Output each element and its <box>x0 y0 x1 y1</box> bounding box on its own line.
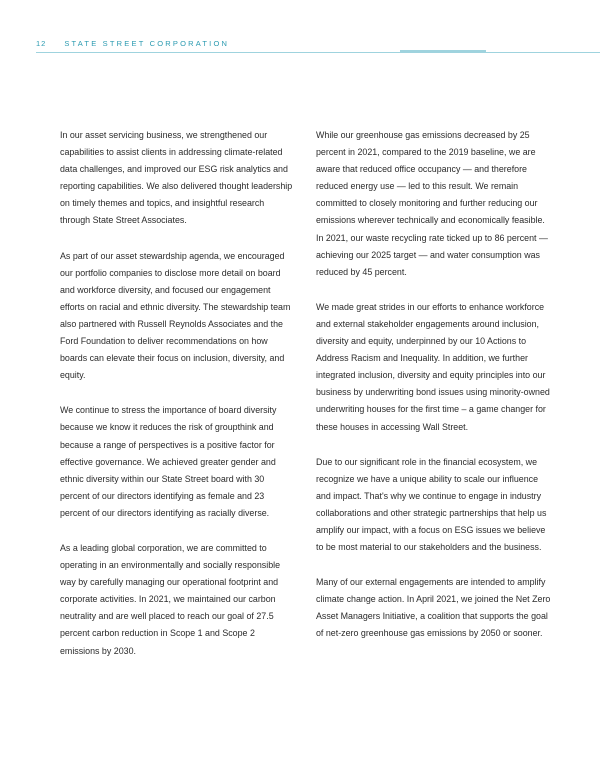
paragraph: We made great strides in our efforts to enhance workforce and external stakeholder engagements around inclusion, diversity and equity, underpinned by our 10 Actions to Address Racism and Inequality. In addition, we further integrated inclusion, diversity and equity principles into our business by underwriting bond issues using minority-owned underwriting houses for the first time – a game changer for these houses in accessing Wall Street. <box>316 301 550 432</box>
paragraph: Due to our significant role in the financial ecosystem, we recognize we have a unique ability to scale our influence and impact. That's why we continue to engage in industry collaborations and other strategic partnerships that help us amplify our impact, with a focus on ESG issues we believe to be most material to our stakeholders and the business. <box>316 456 547 553</box>
paragraph: As part of our asset stewardship agenda, we encouraged our portfolio companies to disclose more detail on board and workforce diversity, and focused our engagement efforts on racial and ethnic diversity. The stewardship team also partnered with Russell Reynolds Associates and the Ford Foundation to deliver recommendations on how boards can elevate their focus on inclusion, diversity, and equity. <box>60 250 291 381</box>
page-header <box>36 36 229 50</box>
paragraph: While our greenhouse gas emissions decreased by 25 percent in 2021, compared to the 2019 baseline, we are aware that reduced office occupancy — and therefore reduced energy use — led to this result. We remain committed to closely monitoring and further reducing our emissions wherever technically and economically feasible. In 2021, our waste recycling rate ticked up to 86 percent — achieving our 2025 target — and water consumption was reduced by 45 percent. <box>316 130 548 277</box>
left-column <box>60 127 296 678</box>
paragraph: Many of our external engagements are intended to amplify climate change action. In April 2021, we joined the Net Zero Asset Managers Initiative, a coalition that supports the goal of net-zero greenhouse gas emissions by 2050 or sooner. <box>316 577 551 639</box>
page-number: 12 <box>36 38 47 48</box>
header-rule <box>36 52 600 53</box>
header-rule-accent <box>400 50 486 52</box>
paragraph: As a leading global corporation, we are committed to operating in an environmentally and socially responsible way by carefully managing our operational footprint and corporate activities. In 2021, we maintained our carbon neutrality and are well placed to reach our goal of 27.5 percent carbon reduction in Scope 1 and Scope 2 emissions by 2030. <box>60 542 281 656</box>
company-name: STATE STREET CORPORATION <box>64 38 230 48</box>
paragraph: In our asset servicing business, we strengthened our capabilities to assist clients in addressing climate-related data challenges, and improved our ESG risk analytics and reporting capabilities. We also delivered thought leadership on timely themes and topics, and insightful research through State Street Associates. <box>60 130 293 226</box>
paragraph: We continue to stress the importance of board diversity because we know it reduces the risk of groupthink and because a range of perspectives is a positive factor for effective governance. We achieved greater gender and ethnic diversity within our State Street board with 30 percent of our directors identifying as female and 23 percent of our directors identifying as racially diverse. <box>60 405 277 518</box>
right-column <box>316 127 552 661</box>
